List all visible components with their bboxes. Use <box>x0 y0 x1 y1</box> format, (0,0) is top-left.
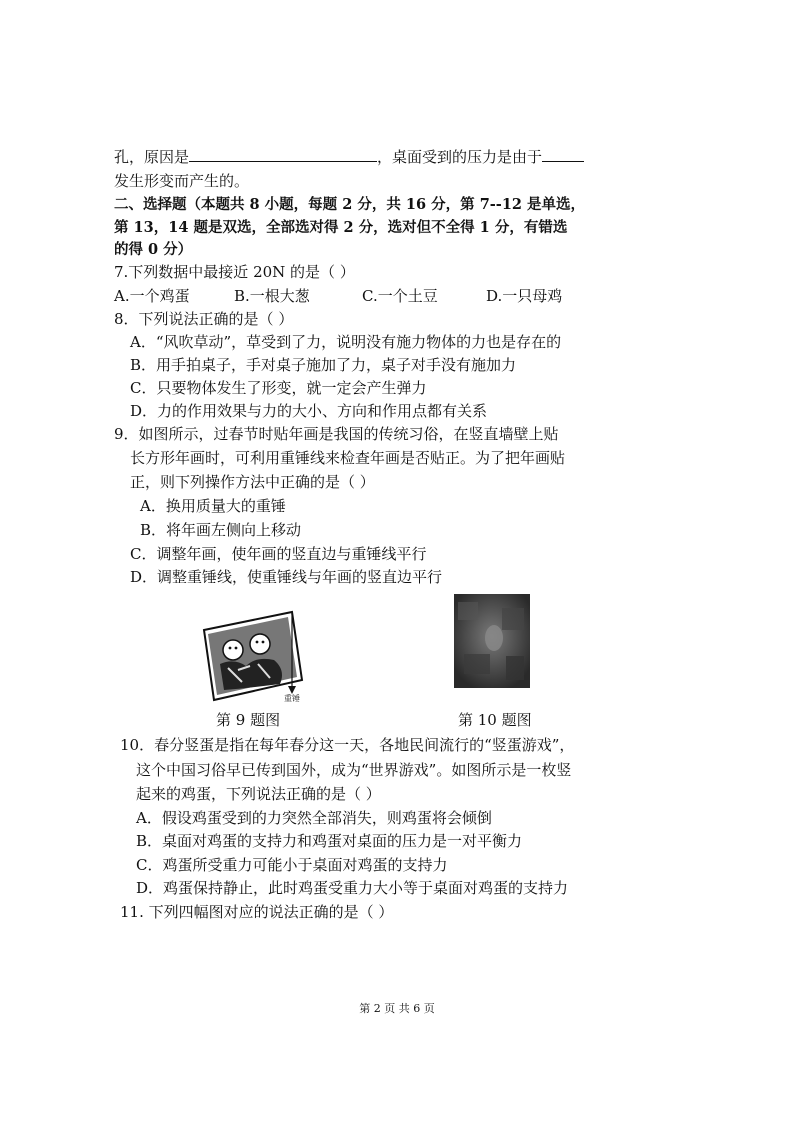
question-10-stem-1: 10．春分竖蛋是指在每年春分这一天，各地民间流行的“竖蛋游戏”， <box>120 736 575 754</box>
fill-in-line <box>114 147 584 167</box>
q10-option-c[interactable]: C．鸡蛋所受重力可能小于桌面对鸡蛋的支持力 <box>136 856 448 874</box>
question-9-stem-3: 正，则下列操作方法中正确的是（ ） <box>130 473 375 491</box>
figure-10-standing-egg-photo <box>454 594 530 688</box>
fill-in-suffix: 桌面受到的压力是由于 <box>392 148 543 166</box>
question-9-stem-2: 长方形年画时，可利用重锤线来检查年画是否贴正。为了把年画贴 <box>130 449 566 467</box>
answer-blank-1[interactable] <box>189 147 377 162</box>
fill-in-continuation: 发生形变而产生的。 <box>114 172 250 190</box>
page-footer: 第 2 页 共 6 页 <box>359 1002 435 1015</box>
plumb-weight-label: 重锤 <box>284 694 300 703</box>
q9-option-c[interactable]: C．调整年画，使年画的竖直边与重锤线平行 <box>130 545 427 563</box>
q10-option-d[interactable]: D．鸡蛋保持静止，此时鸡蛋受重力大小等于桌面对鸡蛋的支持力 <box>136 879 569 897</box>
fill-in-prefix: 孔，原因是 <box>114 148 190 166</box>
q7-option-b[interactable]: B.一根大葱 <box>234 287 310 305</box>
question-10-stem-2: 这个中国习俗早已传到国外，成为“世界游戏”。如图所示是一枚竖 <box>136 761 572 779</box>
figure-10-caption: 第 10 题图 <box>458 711 532 729</box>
section-heading-line-1: 二、选择题（本题共 8 小题，每题 2 分，共 16 分，第 7--12 是单选， <box>114 196 586 213</box>
q9-option-d[interactable]: D．调整重锤线，使重锤线与年画的竖直边平行 <box>130 568 443 586</box>
q7-option-d[interactable]: D.一只母鸡 <box>486 287 563 305</box>
q9-option-b[interactable]: B．将年画左侧向上移动 <box>140 521 302 539</box>
question-11-stem: 11. 下列四幅图对应的说法正确的是（ ） <box>120 903 394 921</box>
q10-option-b[interactable]: B．桌面对鸡蛋的支持力和鸡蛋对桌面的压力是一对平衡力 <box>136 832 523 850</box>
q9-option-a[interactable]: A．换用质量大的重锤 <box>140 497 286 515</box>
section-heading-line-3: 的得 0 分） <box>114 241 193 258</box>
figure-9-new-year-painting <box>198 608 316 704</box>
question-7-stem: 7.下列数据中最接近 20N 的是（ ） <box>114 263 355 281</box>
new-year-painting-illustration <box>198 608 316 704</box>
q8-option-c[interactable]: C．只要物体发生了形变，就一定会产生弹力 <box>130 379 427 397</box>
question-9-stem-1: 9．如图所示，过春节时贴年画是我国的传统习俗，在竖直墙壁上贴 <box>114 425 559 443</box>
q7-option-a[interactable]: A.一个鸡蛋 <box>114 287 190 305</box>
q8-option-b[interactable]: B．用手拍桌子，手对桌子施加了力，桌子对手没有施加力 <box>130 356 517 374</box>
q7-option-c[interactable]: C.一个土豆 <box>362 287 438 305</box>
question-8-stem: 8．下列说法正确的是（ ） <box>114 310 294 328</box>
q8-option-a[interactable]: A．“风吹草动”，草受到了力，说明没有施力物体的力也是存在的 <box>130 333 562 351</box>
fill-in-comma: ， <box>377 148 393 166</box>
q10-option-a[interactable]: A．假设鸡蛋受到的力突然全部消失，则鸡蛋将会倾倒 <box>136 809 492 827</box>
answer-blank-2[interactable] <box>542 147 584 162</box>
figure-9-caption: 第 9 题图 <box>216 711 281 729</box>
q8-option-d[interactable]: D．力的作用效果与力的大小、方向和作用点都有关系 <box>130 402 488 420</box>
standing-egg-photo-image <box>454 594 530 688</box>
section-heading-line-2: 第 13，14 题是双选，全部选对得 2 分，选对但不全得 1 分，有错选 <box>114 219 568 236</box>
question-10-stem-3: 起来的鸡蛋，下列说法正确的是（ ） <box>136 785 381 803</box>
